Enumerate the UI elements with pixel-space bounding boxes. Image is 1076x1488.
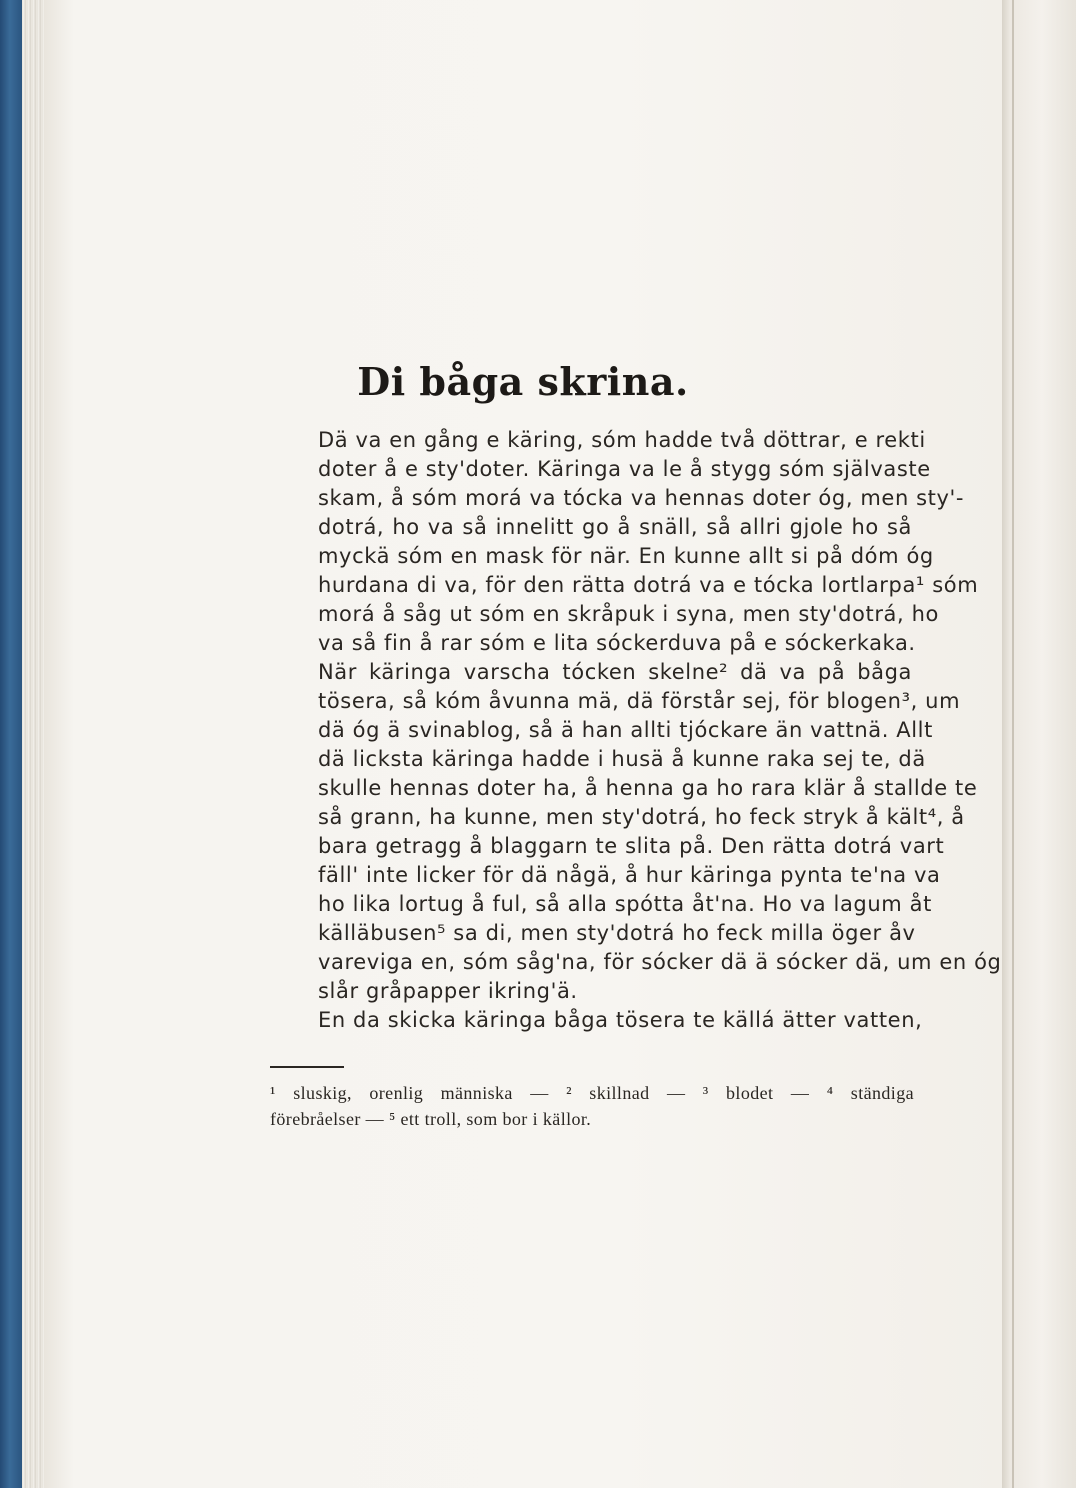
text-line: tösera, så kóm åvunna mä, dä förstår sej, för blogen³, um: [318, 689, 961, 713]
text-line: hurdana di va, för den rätta dotrá va e tócka lortlarpa¹ sóm: [318, 573, 979, 597]
text-line: va så fin å rar sóm e lita sóckerduva på e sóckerkaka.: [318, 631, 916, 655]
text-line: dä licksta käringa hadde i husä å kunne raka sej te, dä: [318, 747, 926, 771]
text-line: skam, å sóm morá va tócka va hennas doter óg, men sty'-: [318, 486, 965, 510]
text-line: bara getragg å blaggarn te slita på. Den rätta dotrá vart: [318, 834, 945, 858]
text-line: så grann, ha kunne, men sty'dotrá, ho feck stryk å kält⁴, å: [318, 805, 965, 829]
story-title: Di båga skrina.: [357, 359, 689, 405]
text-line: myckä sóm en mask för när. En kunne allt si på dóm óg: [318, 544, 934, 568]
text-line: Dä va en gång e käring, sóm hadde två döttrar, e rekti: [318, 428, 926, 452]
text-line: källäbusen⁵ sa di, men sty'dotrá ho feck milla öger åv: [318, 921, 916, 945]
text-line: En da skicka käringa båga tösera te källá ätter vatten,: [318, 1008, 923, 1032]
text-line: morá å såg ut sóm en skråpuk i syna, men sty'dotrá, ho: [318, 602, 939, 626]
page-edges: [22, 0, 44, 1488]
text-line: skulle hennas doter ha, å henna ga ho rara klär å stallde te: [318, 776, 978, 800]
book-cover-edge: [0, 0, 22, 1488]
story-body: [270, 426, 1002, 1035]
footnote-line: ¹ sluskig, orenlig människa — ² skillnad — ³ blodet — ⁴ ständiga: [270, 1083, 914, 1103]
text-line: slår gråpapper ikring'ä.: [318, 979, 578, 1003]
page-gutter: [1012, 0, 1014, 1488]
paragraph-1: [270, 426, 979, 658]
footnote-line: förebråelser — ⁵ ett troll, som bor i källor.: [270, 1109, 592, 1129]
text-line: doter å e sty'doter. Käringa va le å stygg sóm självaste: [318, 457, 931, 481]
footnote-rule: [270, 1066, 344, 1068]
text-line: dotrá, ho va så innelitt go å snäll, så allri gjole ho så: [318, 515, 912, 539]
footnotes: [270, 1080, 914, 1132]
text-line: ho lika lortug å ful, så alla spótta åt'na. Ho va lagum åt: [318, 892, 932, 916]
text-line: dä óg ä svinablog, så ä han allti tjóckare än vattnä. Allt: [318, 718, 933, 742]
text-line: fäll' inte licker för dä någä, å hur käringa pynta te'na va: [318, 863, 941, 887]
paragraph-2: [270, 658, 1002, 1006]
text-line: vareviga en, sóm såg'na, för sócker dä ä sócker dä, um en óg: [318, 950, 1002, 974]
text-line: När käringa varscha tócken skelne² dä va på båga: [318, 660, 912, 684]
paragraph-3: [270, 1006, 923, 1035]
